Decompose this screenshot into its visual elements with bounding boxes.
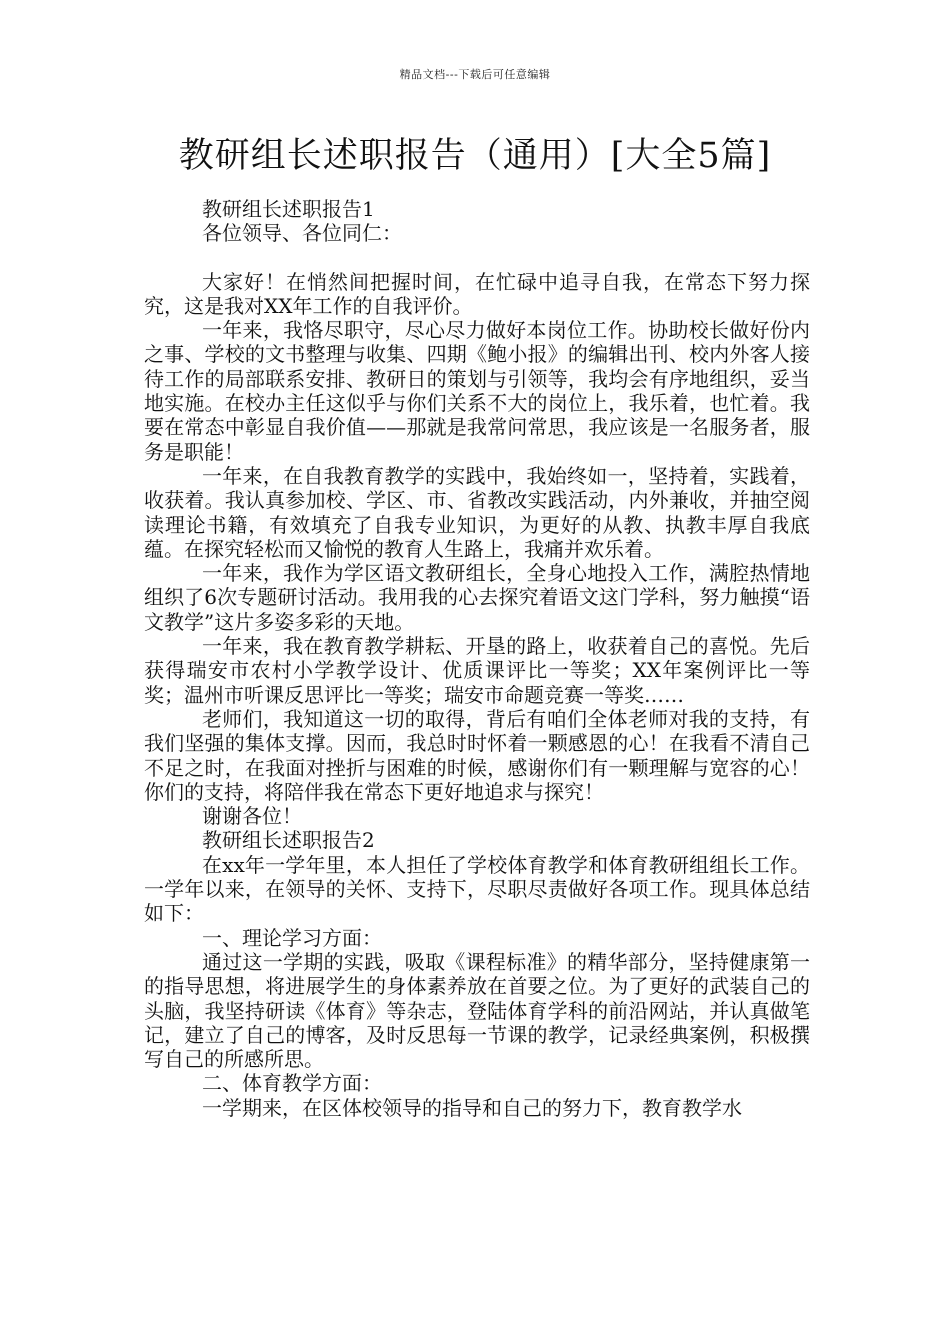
blank-line <box>144 246 810 270</box>
section-heading-2: 教研组长述职报告2 <box>202 828 375 853</box>
subheading: 一、理论学习方面： <box>202 925 382 950</box>
paragraph: 一年来，我在教育教学耕耘、开垦的路上，收获着自己的喜悦。先后获得瑞安市农村小学教学设计、优质课评比一等奖；XX年案例评比一等奖；温州市听课反思评比一等奖；瑞安市命题竞赛一等奖…… <box>144 634 810 707</box>
paragraph: 通过这一学期的实践，吸取《课程标准》的精华部分，坚持健康第一的指导思想，将进展学生的身体素养放在首要之位。为了更好的武装自己的头脑，我坚持研读《体育》等杂志，登陆体育学科的前沿网站，并认真做笔记，建立了自己的博客，及时反思每一节课的教学，记录经典案例，积极撰写自己的所感所思。 <box>144 949 810 1072</box>
paragraph: 大家好！在悄然间把握时间，在忙碌中追寻自我，在常态下努力探究，这是我对XX年工作的自我评价。 <box>144 269 810 318</box>
paragraph: 老师们，我知道这一切的取得，背后有咱们全体老师对我的支持，有我们坚强的集体支撑。因而，我总时时怀着一颗感恩的心！在我看不清自己不足之时，在我面对挫折与困难的时候，感谢你们有一颗理解与宽容的心！你们的支持，将陪伴我在常态下更好地追求与探究！ <box>144 706 810 804</box>
section-heading-1: 教研组长述职报告1 <box>202 197 375 221</box>
paragraph: 在xx年一学年里，本人担任了学校体育教学和体育教研组组长工作。一学年以来，在领导的关怀、支持下，尽职尽责做好各项工作。现具体总结如下： <box>144 852 810 926</box>
document-body <box>144 197 810 1120</box>
closing-thanks: 谢谢各位！ <box>202 804 302 829</box>
paragraph: 一年来，在自我教育教学的实践中，我始终如一，坚持着，实践着，收获着。我认真参加校、学区、市、省教改实践活动，内外兼收，并抽空阅读理论书籍，有效填充了自我专业知识，为更好的从教、执教丰厚自我底蕴。在探究轻松而又愉悦的教育人生路上，我痛并欢乐着。 <box>144 463 810 561</box>
document-title: 教研组长述职报告（通用）[大全5篇] <box>178 136 772 176</box>
header-note: 精品文档---下载后可任意编辑 <box>399 68 551 81</box>
salutation: 各位领导、各位同仁： <box>202 221 402 246</box>
paragraph: 一学期来，在区体校领导的指导和自己的努力下，教育教学水 <box>202 1095 742 1120</box>
paragraph: 一年来，我作为学区语文教研组长，全身心地投入工作，满腔热情地组织了6次专题研讨活动。我用我的心去探究着语文这门学科，努力触摸“语文教学”这片多姿多彩的天地。 <box>144 561 810 634</box>
paragraph: 一年来，我恪尽职守，尽心尽力做好本岗位工作。协助校长做好份内之事、学校的文书整理与收集、四期《鲍小报》的编辑出刊、校内外客人接待工作的局部联系安排、教研日的策划与引领等，我均会有序地组织，妥当地实施。在校办主任这似乎与你们关系不大的岗位上，我乐着，也忙着。我要在常态中彰显自我价值——那就是我常问常思，我应该是一名服务者，服务是职能！ <box>144 318 810 464</box>
subheading: 二、体育教学方面： <box>202 1071 382 1096</box>
